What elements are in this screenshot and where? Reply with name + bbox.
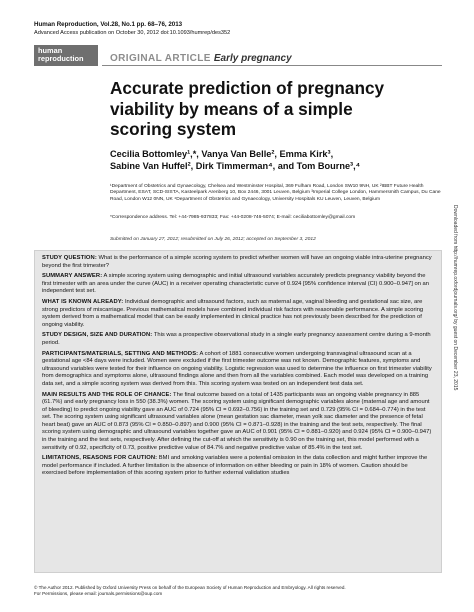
authors-line: Sabine Van Huffel², Dirk Timmerman⁴, and Tom Bourne³,⁴ (110, 160, 361, 171)
abstract-heading: WHAT IS KNOWN ALREADY: (42, 298, 124, 305)
title-line: viability by means of a simple (110, 98, 353, 119)
title-line: scoring system (110, 119, 237, 139)
article-type-label: ORIGINAL ARTICLE (110, 53, 211, 64)
abstract-section (42, 255, 434, 270)
abstract-text: The final outcome based on a total of 1435 participants was an ongoing viable pregnancy in 885 (61.7%) and early pregnancy loss in 550 (38.3%) women. The scoring system using significant demographic variables alone (maternal age and amount of bleeding) to predict ongoing viability gave an AUC of 0.724 (95% CI = 0.692–0.756) in the training set and 0.729 (95% CI = 0.684–0.774) in the test set. The scoring system using significant ultrasound variables alone (mean gestation sac diameter, mean yolk sac diameter and the presence of fetal heart beat) gave an AUC of 0.873 (95% CI = 0.850–0.897) and 0.900 (95% CI = 0.871–0.928) in the training and the test sets, respectively. The final scoring system using demographic and ultrasound variables together gave an AUC of 0.901 (95% CI = 0.881–0.920) and 0.924 (95% CI = 0.900–0.947) in the training and the test sets, respectively. After defining the cut-off at which the sensitivity is 0.90 on the training set, this model performed with a sensitivity of 0.92, specificity of 0.73, positive predictive value of 84.7% and negative predictive value of 85.4% in the test set. (42, 391, 432, 451)
copyright-footer (34, 585, 454, 597)
abstract-section (42, 392, 434, 453)
abstract-heading: PARTICIPANTS/MATERIALS, SETTING AND METHODS: (42, 350, 199, 357)
affiliations: ¹Department of Obstetrics and Gynaecology, Chelsea and Westminster Hospital, 369 Fulham Road, London SW10 9NH, UK ²IBBT Future Health Department, ESAT, SCD-SISTA, Kasteelpark Arenberg 10, Box 2446, 3001 Leuven, Belgium ³Imperial College London, Hammersmith Campus, Du Cane Road, London W12 0NN, UK ⁴Department of Obstetrics and Gynaecology, University Hospitals KU Leuven, Leuven, Belgium (110, 184, 441, 202)
abstract-heading: MAIN RESULTS AND THE ROLE OF CHANCE: (42, 391, 172, 398)
abstract-section (42, 299, 434, 329)
abstract-text: This was a prospective observational study in a single early pregnancy assessment centre during a 9-month period. (42, 332, 431, 346)
abstract-box (34, 250, 442, 573)
journal-citation: Human Reproduction, Vol.28, No.1 pp. 68–76, 2013 (34, 21, 183, 28)
logo-line-2: reproduction (38, 54, 84, 63)
abstract-heading: STUDY DESIGN, SIZE AND DURATION: (42, 332, 153, 339)
article-subtype: Early pregnancy (213, 53, 292, 64)
abstract-heading: STUDY QUESTION: (42, 255, 97, 261)
article-title (110, 78, 440, 140)
abstract-text: Individual demographic and ultrasound factors, such as maternal age, vaginal bleeding and gestational sac size, are strong predictors of miscarriage. Previous mathematical models have combined individual risk factors with reasonable performance. A simple scoring system derived from a mathematical model that can be easily implemented in clinical practice has not previously been described for the prediction of ongoing viability. (42, 298, 424, 328)
abstract-section (42, 332, 434, 347)
logo-line-1: human (38, 46, 63, 55)
abstract-text: What is the performance of a simple scoring system to predict whether women will have an ongoing viable intra-uterine pregnancy beyond the first trimester? (42, 255, 432, 269)
journal-logo (34, 45, 98, 66)
abstract-text: A simple scoring system using demographic and initial ultrasound variables accurately predicts pregnancy viability beyond the first trimester with an area under the curve (AUC) in a receiver operating characteristic curve of 0.924 [95% confidence interval (CI) 0.900–0.947] on an independent test set. (42, 273, 429, 295)
title-line: Accurate prediction of pregnancy (110, 78, 385, 98)
advance-access-line: Advanced Access publication on October 30, 2012 doi:10.1093/humrep/des352 (34, 30, 231, 36)
download-watermark (448, 205, 460, 455)
copyright-line: © The Author 2012. Published by Oxford University Press on behalf of the European Society of Human Reproduction and Embryology. All rights reserved. (34, 585, 346, 590)
download-watermark-text: Downloaded from http://humrep.oxfordjournals.org/ by guest on December 23, 2015 (452, 205, 458, 391)
abstract-heading: SUMMARY ANSWER: (42, 273, 103, 280)
abstract-text: BMI and smoking variables were a potential omission in the data collection and might further improve the model performance if included. A further limitation is the absence of information on either bleeding or pain in 18% of women. Caution should be exercised before implementation of this scoring system prior to further external validation studies (42, 455, 428, 477)
header-rule (102, 65, 442, 66)
abstract-section (42, 455, 434, 478)
authors-line: Cecilia Bottomley¹,*, Vanya Van Belle², Emma Kirk³, (110, 149, 334, 159)
article-type (110, 53, 292, 64)
submission-dates: Submitted on January 27, 2012; resubmitted on July 26, 2012; accepted on September 3, 2012 (110, 237, 316, 242)
abstract-section (42, 351, 434, 389)
permissions-line: For Permissions, please email: journals.permissions@oup.com (34, 591, 163, 597)
abstract-section (42, 273, 434, 296)
correspondence: *Correspondence address. Tel: +44-7985-937833; Fax: +44-0208-746-5074; E-mail: ceciliabottomley@gmail.com (110, 215, 356, 220)
abstract-heading: LIMITATIONS, REASONS FOR CAUTION: (42, 455, 158, 462)
author-list (110, 149, 440, 172)
abstract-text: A cohort of 1881 consecutive women undergoing transvaginal ultrasound scan at a gestational age <84 days were included. Women were excluded if the first trimester outcome was not known. Demographic features, symptoms and ultrasound variables were tested for their influence on ongoing viability. Logistic regression was used to determine the influence on first trimester viability from demographics and symptoms alone, ultrasound findings alone and then from all the variables combined. Each model was developed on a training data set, and a simple scoring system was derived from this. This scoring system was tested on an independent test data set. (42, 350, 432, 387)
